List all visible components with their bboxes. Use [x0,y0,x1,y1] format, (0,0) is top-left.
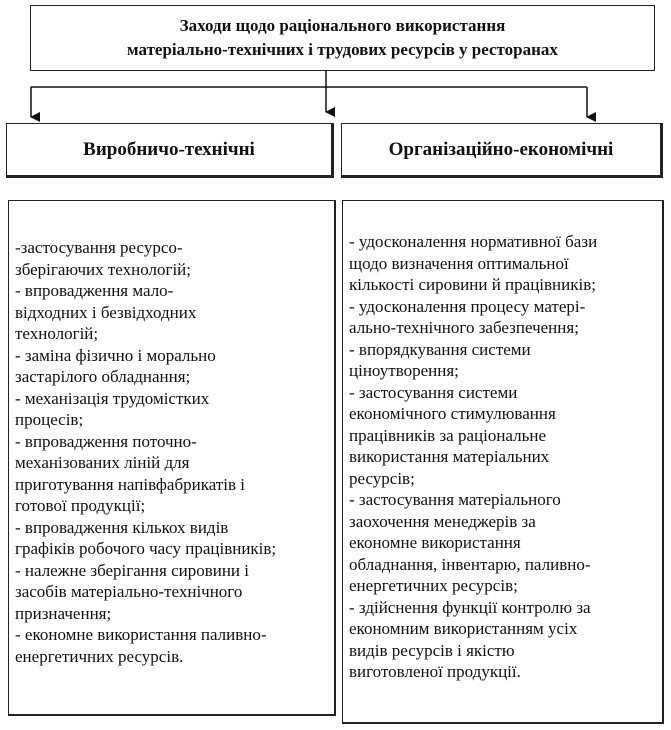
list-item: - удосконалення нормативної бази щодо визначення оптимальної кількості сировини й працівників; [349,232,598,294]
list-item: - механізація трудомістких процесів; [15,388,210,429]
list-item: - впровадження поточно- механізованих ліній для приготування напівфабрикатів і готової продукції; [15,431,245,515]
list-item: - впорядкування системи ціноутворення; [349,339,531,380]
measures-list-production-technical [8,200,336,716]
title-box [30,5,655,71]
category-label: Організаційно-економічні [388,138,614,160]
list-item: - застосування матеріального заохочення менеджерів за економне використання обладнання, інвентарю, паливно- енергетичних ресурсів; [349,490,591,595]
list-item: - економне використання паливно- енергетичних ресурсів. [15,625,267,666]
list-item: - здійснення функції контролю за економним використанням усіх видів ресурсів і якістю виготовленої продукції. [349,597,591,681]
category-box-production-technical [6,123,334,178]
title-line-1: Заходи щодо раціонального використання [179,16,506,35]
category-box-organizational-economic [341,123,663,178]
list-item: - впровадження кількох видів графіків робочого часу працівників; [15,517,277,558]
list-item: - заміна фізично і морально застарілого обладнання; [15,345,216,386]
list-item: - удосконалення процесу матері- ально-технічного забезпечення; [349,296,586,337]
title-line-2: матеріально-технічних і трудових ресурсів у ресторанах [127,40,558,59]
category-label: Виробничо-технічні [83,138,255,160]
list-item: - належне зберігання сировини і засобів матеріально-технічного призначення; [15,560,249,623]
list-item: -застосування ресурсо- зберігаючих технологій; [15,238,192,279]
measures-list-organizational-economic [342,200,664,724]
list-item: - застосування системи економічного стимулювання працівників за раціональне використання матеріальних ресурсів; [349,382,556,488]
list-item: - впровадження мало- відходних і безвідходних технологій; [15,281,197,343]
